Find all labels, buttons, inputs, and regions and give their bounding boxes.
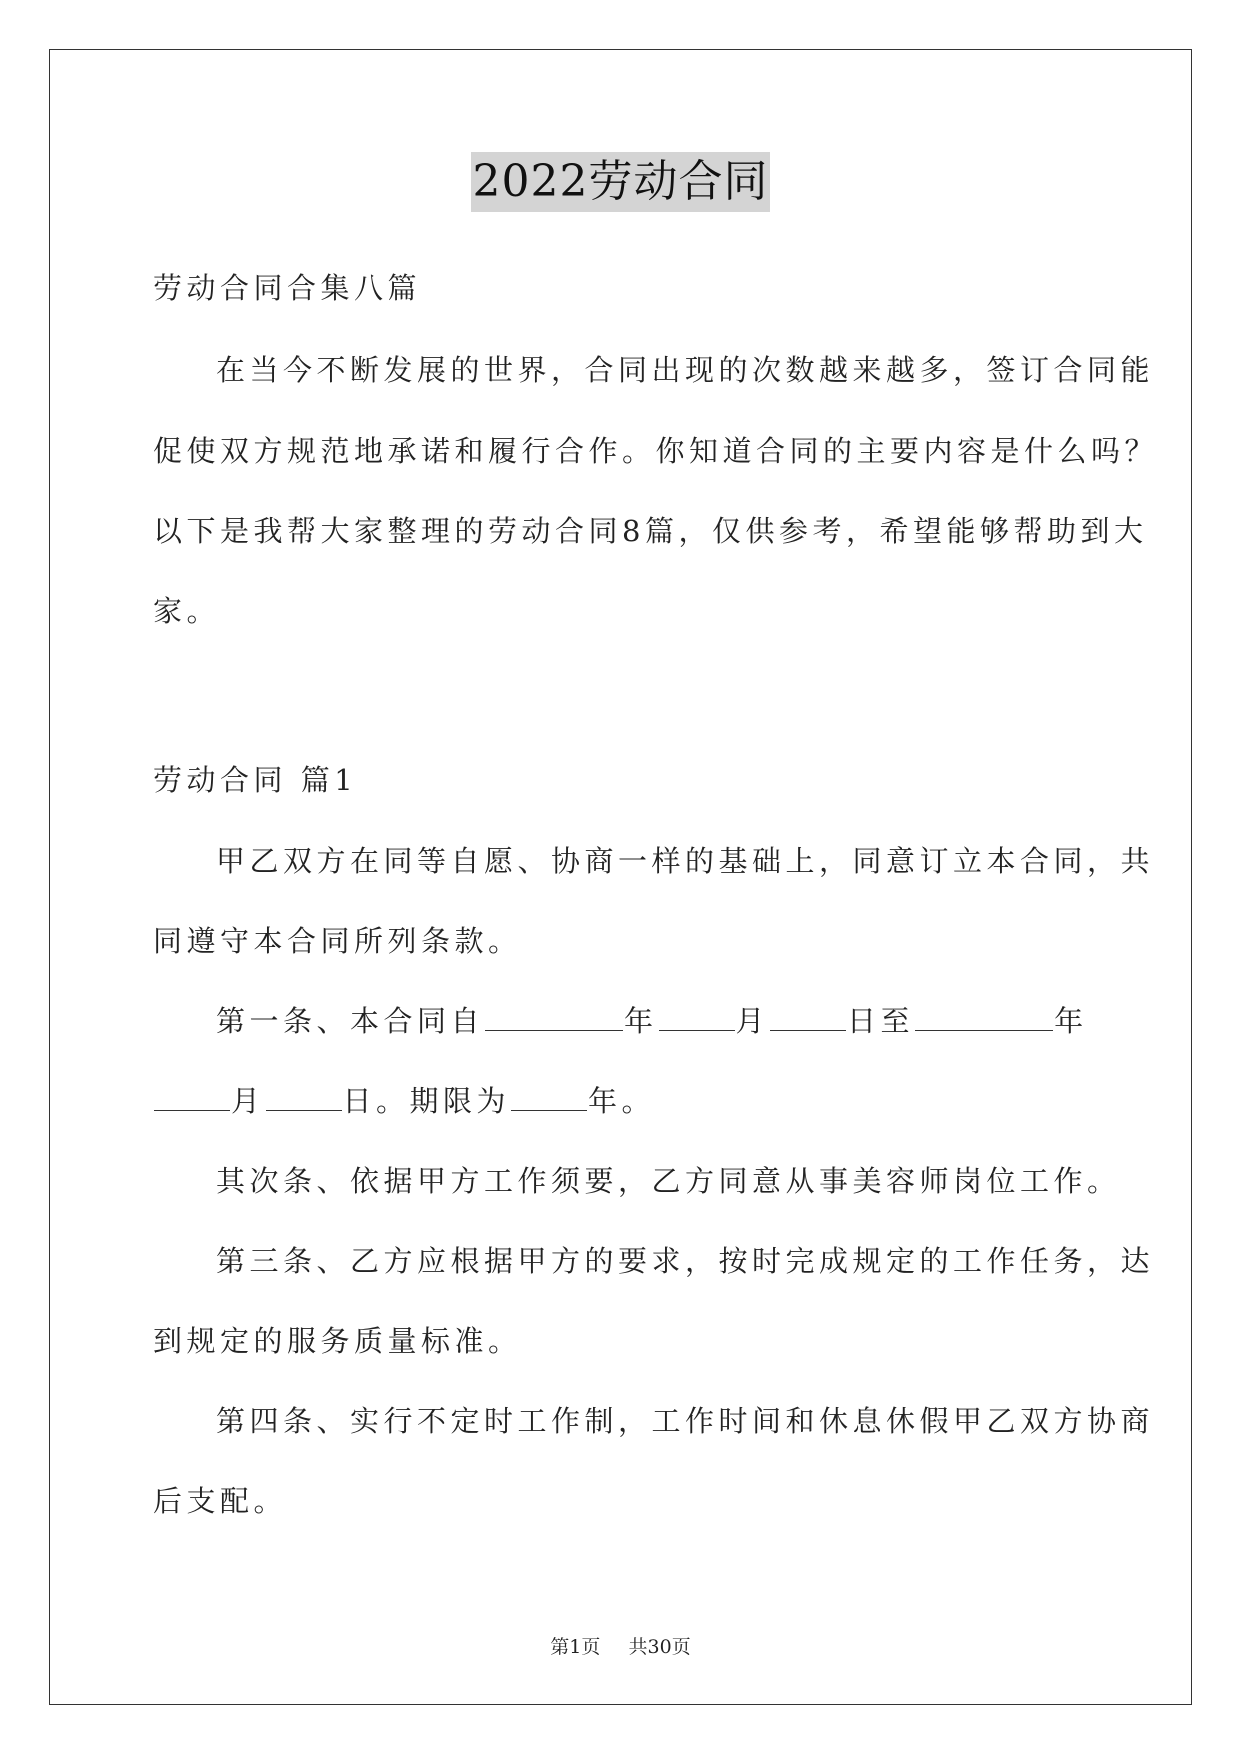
page-footer bbox=[0, 1632, 1241, 1659]
intro-line-4: 家。 bbox=[153, 594, 221, 628]
article1-text-8: 年。 bbox=[588, 1084, 656, 1118]
article1-line-2 bbox=[153, 1081, 655, 1121]
blank-start-day bbox=[770, 1004, 846, 1031]
intro-line-3: 以下是我帮大家整理的劳动合同8篇，仅供参考，希望能够帮助到大 bbox=[153, 514, 1148, 548]
blank-start-month bbox=[659, 1004, 735, 1031]
para1-line-1: 甲乙双方在同等自愿、协商一样的基础上，同意订立本合同，共 bbox=[216, 844, 1155, 878]
blank-end-year bbox=[915, 1004, 1053, 1031]
title-container bbox=[0, 152, 1241, 212]
article1-text-5: 年 bbox=[1054, 1004, 1088, 1038]
page-total: 共30页 bbox=[628, 1636, 691, 1658]
article1-text-6: 月 bbox=[231, 1084, 265, 1118]
article1-line-1 bbox=[216, 1001, 1088, 1041]
intro-line-2: 促使双方规范地承诺和履行合作。你知道合同的主要内容是什么吗？ bbox=[153, 434, 1159, 468]
article3-line-1: 第三条、乙方应根据甲方的要求，按时完成规定的工作任务，达 bbox=[216, 1244, 1155, 1278]
article1-text-2: 年 bbox=[624, 1004, 658, 1038]
intro-line-1: 在当今不断发展的世界，合同出现的次数越来越多，签订合同能 bbox=[216, 353, 1155, 387]
blank-end-month bbox=[154, 1084, 230, 1111]
article1-text-7: 日。期限为 bbox=[342, 1084, 511, 1118]
article4-line-2: 后支配。 bbox=[153, 1484, 288, 1518]
blank-end-day bbox=[266, 1084, 342, 1111]
article1-text-1: 第一条、本合同自 bbox=[216, 1004, 485, 1038]
blank-term-years bbox=[511, 1084, 587, 1111]
document-title: 2022劳动合同 bbox=[471, 152, 771, 212]
article1-text-4: 日至 bbox=[847, 1004, 915, 1038]
article3-line-2: 到规定的服务质量标准。 bbox=[153, 1324, 522, 1358]
section-heading: 劳动合同 篇1 bbox=[153, 763, 358, 797]
article1-text-3: 月 bbox=[735, 1004, 770, 1038]
blank-start-year bbox=[485, 1004, 623, 1031]
article4-line-1: 第四条、实行不定时工作制，工作时间和休息休假甲乙双方协商 bbox=[216, 1404, 1155, 1438]
document-subtitle: 劳动合同合集八篇 bbox=[153, 271, 422, 305]
page-number: 第1页 bbox=[550, 1636, 601, 1658]
para1-line-2: 同遵守本合同所列条款。 bbox=[153, 924, 522, 958]
article2-line-1: 其次条、依据甲方工作须要，乙方同意从事美容师岗位工作。 bbox=[216, 1164, 1121, 1198]
